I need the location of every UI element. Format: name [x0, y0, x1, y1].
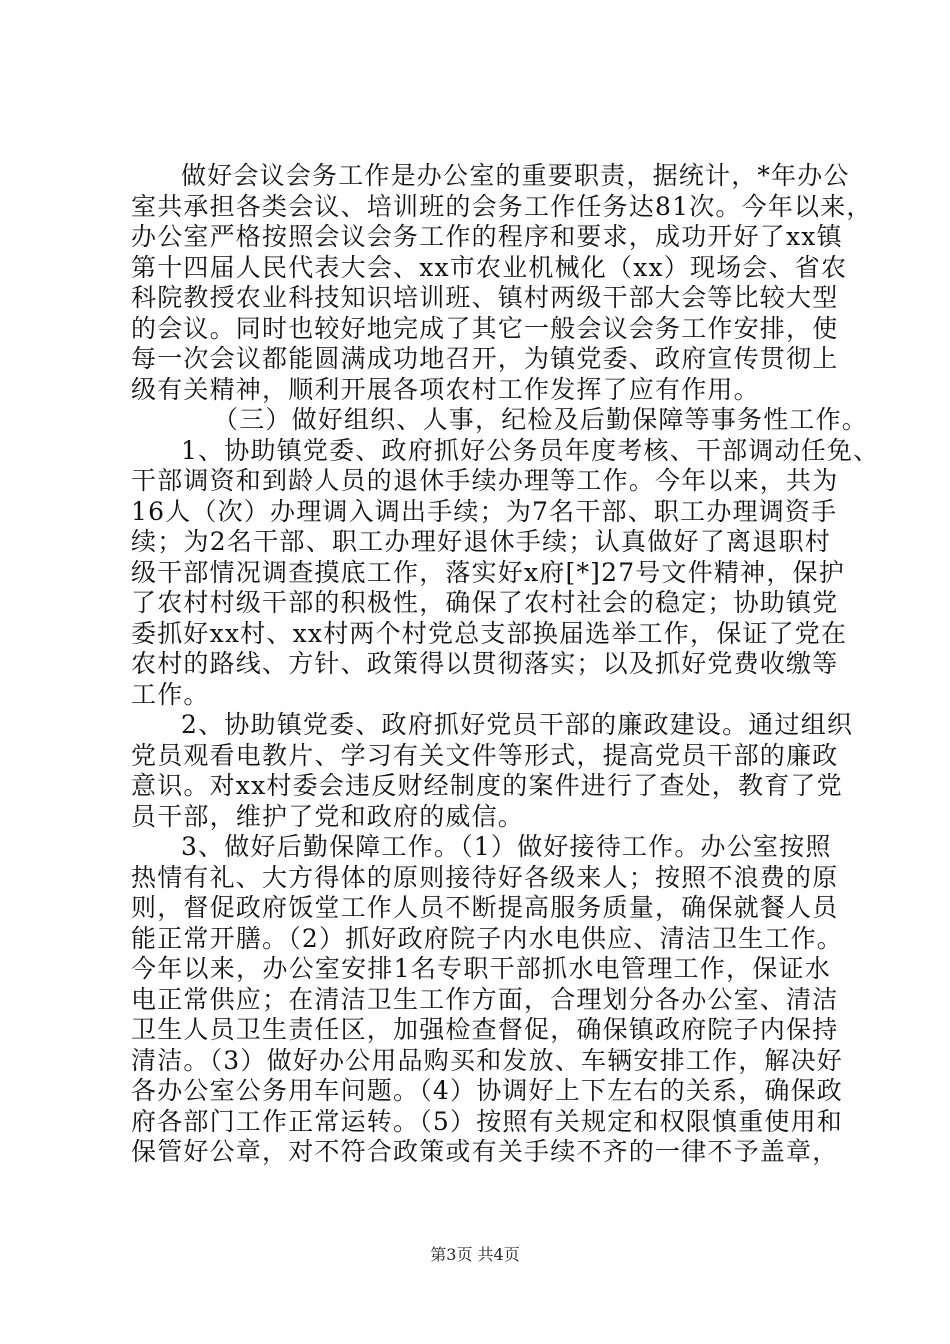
page-footer: 第3页 共4页: [430, 1245, 520, 1264]
text-line: 党员观看电教片、学习有关文件等形式，提高党员干部的廉政: [131, 740, 839, 770]
text-line: 清洁。（3）做好办公用品购买和发放、车辆安排工作，解决好: [131, 1045, 844, 1075]
text-line: 各办公室公务用车问题。（4）协调好上下左右的关系，确保政: [131, 1076, 844, 1105]
document-body: [131, 161, 880, 1168]
text-line: 员干部，维护了党和政府的威信。: [131, 801, 525, 831]
text-line: 级有关精神，顺利开展各项农村工作发挥了应有作用。: [131, 374, 760, 404]
text-line: 1、协助镇党委、政府抓好公务员年度考核、干部调动任免、: [181, 435, 880, 465]
text-line: 每一次会议都能圆满成功地召开，为镇党委、政府宣传贯彻上: [131, 344, 839, 373]
text-line: 3、做好后勤保障工作。（1）做好接待工作。办公室按照: [181, 832, 832, 861]
text-line: 委抓好xx村、xx村两个村党总支部换届选举工作，保证了党在: [131, 618, 848, 648]
text-line: 2、协助镇党委、政府抓好党员干部的廉政建设。通过组织: [181, 710, 854, 739]
text-line: 府各部门工作正常运转。（5）按照有关规定和权限慎重使用和: [131, 1106, 844, 1136]
text-line: 16人（次）办理调入调出手续；为7名干部、职工办理调资手: [131, 496, 838, 526]
text-line: 保管好公章，对不符合政策或有关手续不齐的一律不予盖章，: [131, 1137, 839, 1166]
text-line: 级干部情况调查摸底工作，落实好x府[*]27号文件精神，保护: [131, 557, 845, 587]
text-line: 做好会议会务工作是办公室的重要职责，据统计，*年办公: [181, 161, 850, 190]
text-line: 了农村村级干部的积极性，确保了农村社会的稳定；协助镇党: [131, 588, 839, 617]
text-line: 的会议。同时也较好地完成了其它一般会议会务工作安排，使: [131, 313, 839, 343]
text-line: 热情有礼、大方得体的原则接待好各级来人；按照不浪费的原: [131, 862, 839, 892]
text-line: 今年以来，办公室安排1名专职干部抓水电管理工作，保证水: [131, 954, 831, 983]
text-line: 续；为2名干部、职工办理好退休手续；认真做好了离退职村: [131, 527, 831, 556]
text-line: 卫生人员卫生责任区，加强检查督促，确保镇政府院子内保持: [131, 1015, 839, 1044]
text-line: 意识。对xx村委会违反财经制度的案件进行了查处，教育了党: [131, 771, 843, 800]
text-line: 电正常供应；在清洁卫生工作方面，合理划分各办公室、清洁: [131, 984, 839, 1014]
text-line: 室共承担各类会议、培训班的会务工作任务达81次。今年以来，: [131, 191, 873, 221]
text-line: 能正常开膳。（2）抓好政府院子内水电供应、清洁卫生工作。: [131, 923, 844, 953]
text-line: （三）做好组织、人事，纪检及后勤保障等事务性工作。: [213, 405, 869, 434]
text-line: 农村的路线、方针、政策得以贯彻落实；以及抓好党费收缴等: [131, 649, 839, 678]
text-line: 第十四届人民代表大会、xx市农业机械化（xx）现场会、省农: [131, 252, 848, 282]
text-line: 办公室严格按照会议会务工作的程序和要求，成功开好了xx镇: [131, 222, 843, 251]
text-line: 则，督促政府饭堂工作人员不断提高服务质量，确保就餐人员: [131, 893, 839, 922]
text-line: 干部调资和到龄人员的退休手续办理等工作。今年以来，共为: [131, 466, 839, 495]
text-line: 工作。: [131, 679, 210, 709]
text-line: 科院教授农业科技知识培训班、镇村两级干部大会等比较大型: [131, 283, 839, 312]
